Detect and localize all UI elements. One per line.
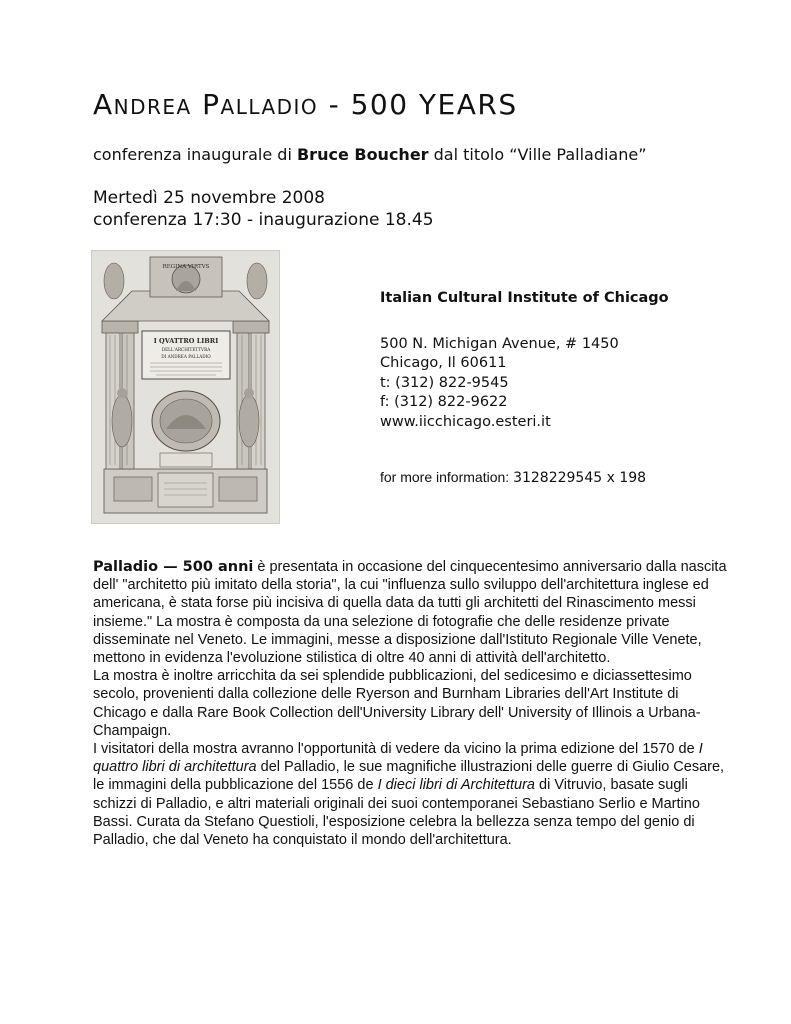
frontispiece-engraving [92, 251, 279, 523]
more-info-number: 3128229545 x 198 [513, 470, 647, 486]
title-separator: - [318, 88, 351, 121]
page-title [93, 88, 518, 121]
engraving-motto: REGINA VIRTVS [162, 264, 210, 270]
subtitle [93, 145, 647, 164]
venue-name: Italian Cultural Institute of Chicago [380, 290, 669, 306]
paragraph-intro-text: è presentata in occasione del cinquecentesimo anniversario dalla nascita dell' "architetto più imitato della storia", la cui "influenza sullo sviluppo dell'architettura inglese ed americana, è stata forse più incisiva di quella data da tutti gli architetti del Rinascimento messi insieme." La mostra è composta da una selezione di fotografie che delle residenze private disseminate nel Veneto. Le immagini, messe a disposizione dall'Istituto Regionale Ville Venete, mettono in evidenza l'evoluzione stilistica di oltre 40 anni di attività dell'architetto. [93, 559, 727, 667]
exhibition-name: Palladio — 500 anni [93, 559, 254, 575]
venue-address: 500 N. Michigan Avenue, # 1450 [380, 336, 619, 352]
title-years: 500 YEARS [350, 88, 518, 121]
event-times: conferenza 17:30 - inaugurazione 18.45 [93, 210, 434, 230]
venue-city: Chicago, Il 60611 [380, 355, 507, 371]
event-date: Mertedì 25 novembre 2008 [93, 188, 325, 208]
paragraph-visitors-text-c: di Vitruvio, basate sugli schizzi di Palladio, e altri materiali originali dei suoi contemporanei Sebastiano Serlio e Martino Bassi. Curata da Stefano Questioli, l'esposizione celebra la bellezza senza tempo del genio di Palladio, che dal Veneto ha conquistato il mondo dell'architettura. [93, 777, 700, 849]
venue-fax: f: (312) 822-9622 [380, 394, 508, 410]
speaker-name: Bruce Boucher [296, 145, 429, 164]
venue-phone: t: (312) 822-9545 [380, 375, 509, 391]
paragraph-intro [93, 558, 733, 667]
subtitle-suffix: dal titolo “Ville Palladiane” [428, 145, 647, 164]
frontispiece-image [91, 250, 280, 524]
subtitle-prefix: conferenza inaugurale di [93, 145, 297, 164]
more-info-label: for more information: [380, 469, 514, 485]
title-name: Andrea Palladio [93, 88, 319, 121]
engraving-title: I QVATTRO LIBRI [153, 337, 219, 345]
exhibition-description [93, 558, 733, 849]
engraving-author: DI ANDREA PALLADIO [161, 354, 211, 359]
paragraph-visitors-text-a: I visitatori della mostra avranno l'opportunità di vedere da vicino la prima edizione del 1570 de [93, 741, 699, 758]
paragraph-visitors-text-b: del Palladio, le sue magnifiche illustrazioni delle guerre di Giulio Cesare, le immagini della pubblicazione del 1556 de [93, 759, 725, 794]
paragraph-publications: La mostra è inoltre arricchita da sei splendide pubblicazioni, del sedicesimo e diciassettesimo secolo, provenienti dalla collezione delle Ryerson and Burnham Libraries dell'Art Institute di Chicago e dalla Rare Book Collection dell'University Library dell' University of Illinois a Urbana-Champaign. [93, 668, 701, 739]
book-title-quattro-libri: I quattro libri di architettura [93, 741, 703, 776]
engraving-subtitle: DELL'ARCHITETTVRA [161, 347, 211, 352]
paragraph-visitors [93, 740, 733, 849]
venue-website[interactable]: www.iicchicago.esteri.it [380, 414, 551, 430]
book-title-dieci-libri: I dieci libri di Architettura [377, 777, 535, 794]
more-info [380, 469, 646, 486]
